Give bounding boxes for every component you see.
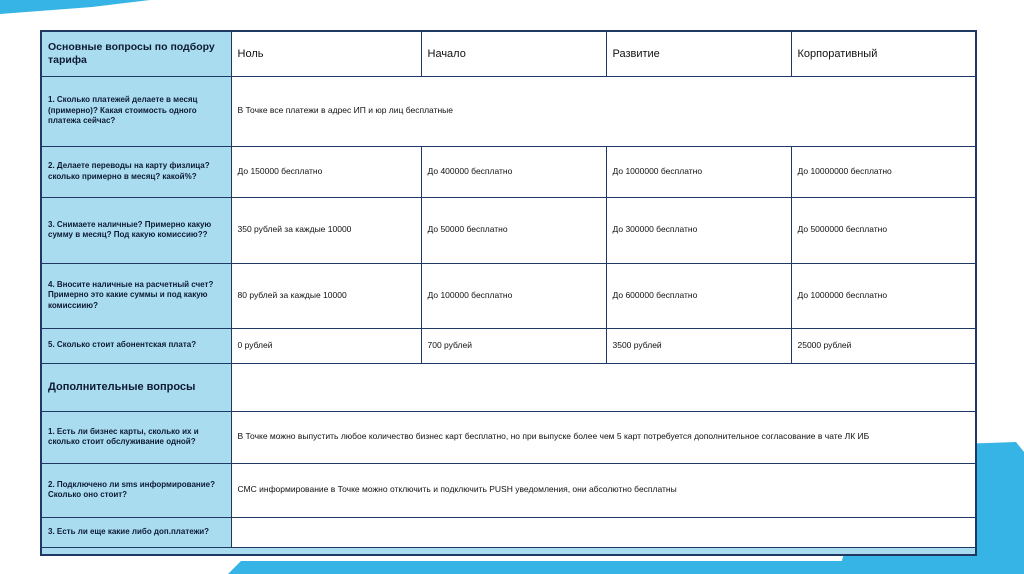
answer-cell-all: В Точке все платежи в адрес ИП и юр лиц бесплатные xyxy=(231,76,976,146)
column-header-nachalo: Начало xyxy=(421,31,606,76)
answer-cell: До 600000 бесплатно xyxy=(606,263,791,328)
question-cell: 1. Сколько платежей делаете в месяц (примерно)? Какая стоимость одного платежа сейчас? xyxy=(41,76,231,146)
question-cell: 3. Снимаете наличные? Примерно какую сумму в месяц? Под какую комиссию?? xyxy=(41,197,231,263)
table-row xyxy=(41,263,976,328)
table-header-row xyxy=(41,31,976,76)
answer-cell: До 100000 бесплатно xyxy=(421,263,606,328)
answer-cell: 3500 рублей xyxy=(606,328,791,363)
column-header-korporativny: Корпоративный xyxy=(791,31,976,76)
table-row xyxy=(41,197,976,263)
decor-bottom-strip xyxy=(228,561,865,574)
decor-top-left-shape xyxy=(0,0,150,14)
answer-cell: До 5000000 бесплатно xyxy=(791,197,976,263)
answer-cell-all xyxy=(231,517,976,547)
answer-cell: 700 рублей xyxy=(421,328,606,363)
question-cell: 2. Делаете переводы на карту физлица? сколько примерно в месяц? какой%? xyxy=(41,146,231,197)
table-row xyxy=(41,517,976,547)
answer-cell: 25000 рублей xyxy=(791,328,976,363)
answer-cell: До 300000 бесплатно xyxy=(606,197,791,263)
question-cell: 5. Сколько стоит абонентская плата? xyxy=(41,328,231,363)
answer-cell: До 10000000 бесплатно xyxy=(791,146,976,197)
table-row xyxy=(41,411,976,463)
question-cell: 2. Подключено ли sms информирование? Сколько оно стоит? xyxy=(41,463,231,517)
answer-cell-all: В Точке можно выпустить любое количество бизнес карт бесплатно, но при выпуске более чем 5 карт потребуется дополнительное согласование в чате ЛК ИБ xyxy=(231,411,976,463)
answer-cell: 80 рублей за каждые 10000 xyxy=(231,263,421,328)
table-row xyxy=(41,463,976,517)
table-row xyxy=(41,328,976,363)
footer-blue-band xyxy=(41,547,976,555)
answer-cell: До 1000000 бесплатно xyxy=(791,263,976,328)
answer-cell: 350 рублей за каждые 10000 xyxy=(231,197,421,263)
section-header-row xyxy=(41,363,976,411)
section-title: Дополнительные вопросы xyxy=(41,363,231,411)
answer-cell: До 150000 бесплатно xyxy=(231,146,421,197)
question-cell: 3. Есть ли еще какие либо доп.платежи? xyxy=(41,517,231,547)
column-header-nol: Ноль xyxy=(231,31,421,76)
answer-cell: До 50000 бесплатно xyxy=(421,197,606,263)
answer-cell: 0 рублей xyxy=(231,328,421,363)
empty-cell xyxy=(231,363,976,411)
tariff-questions-table xyxy=(40,30,977,556)
question-cell: 4. Вносите наличные на расчетный счет? Примерно это какие суммы и под какую комиссиию? xyxy=(41,263,231,328)
answer-cell: До 400000 бесплатно xyxy=(421,146,606,197)
table-row xyxy=(41,76,976,146)
table-title: Основные вопросы по подбору тарифа xyxy=(41,31,231,76)
table-footer-row xyxy=(41,547,976,555)
table-row xyxy=(41,146,976,197)
answer-cell-all: СМС информирование в Точке можно отключить и подключить PUSH уведомления, они абсолютно бесплатны xyxy=(231,463,976,517)
question-cell: 1. Есть ли бизнес карты, сколько их и сколько стоит обслуживание одной? xyxy=(41,411,231,463)
answer-cell: До 1000000 бесплатно xyxy=(606,146,791,197)
column-header-razvitie: Развитие xyxy=(606,31,791,76)
